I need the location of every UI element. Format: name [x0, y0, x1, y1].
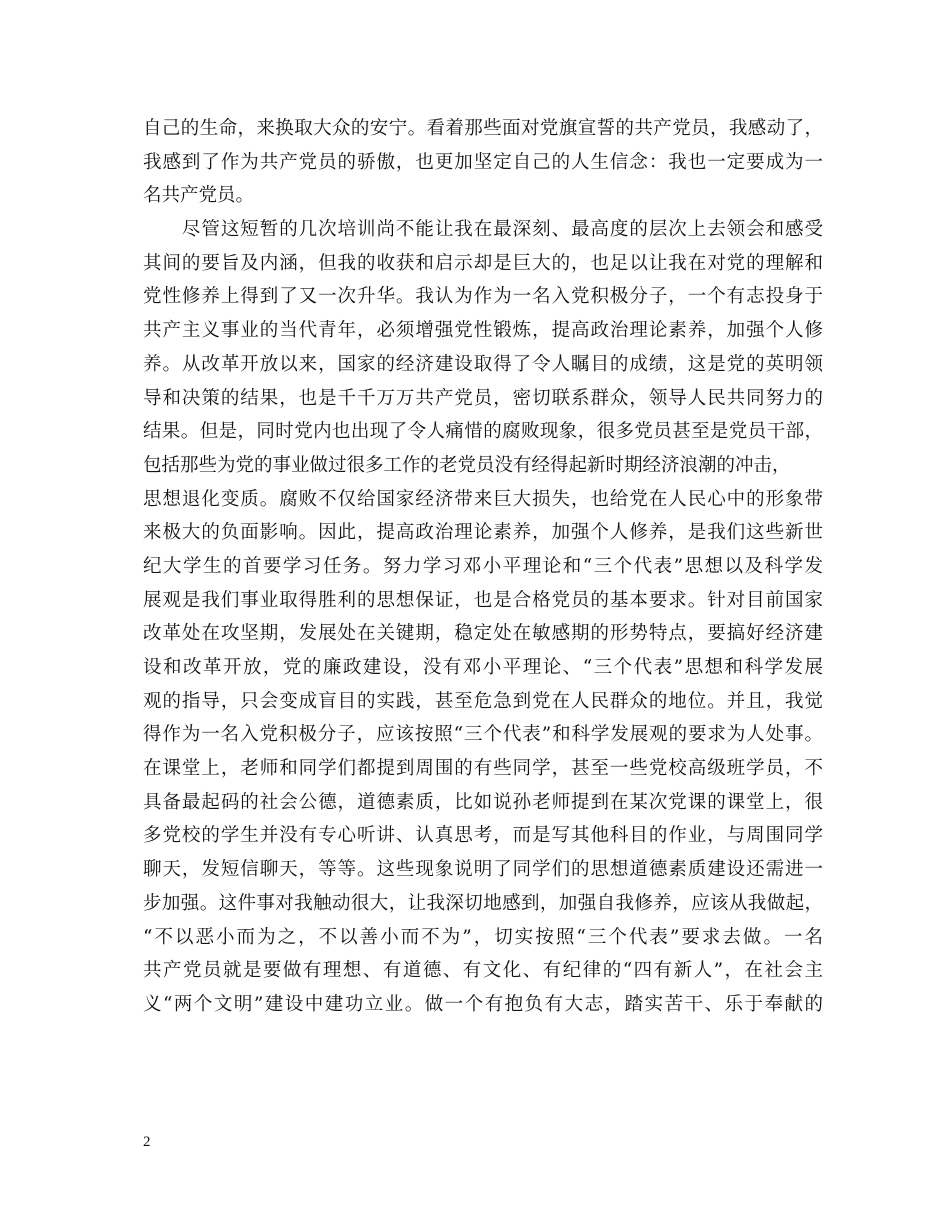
text-line: 养。从改革开放以来，国家的经济建设取得了令人瞩目的成绩，这是党的英明领: [143, 353, 823, 375]
text-line: 共产主义事业的当代青年，必须增强党性锻炼，提高政治理论素养，加强个人修: [143, 320, 823, 342]
text-line: 共产党员就是要做有理想、有道德、有文化、有纪律的“四有新人”，在社会主: [143, 960, 823, 982]
text-line: 结果。但是，同时党内也出现了令人痛惜的腐败现象，很多党员甚至是党员干部，: [143, 421, 823, 443]
text-line: 来极大的负面影响。因此，提高政治理论素养，加强个人修养，是我们这些新世: [143, 522, 823, 544]
text-line: “不以恶小而为之，不以善小而不为”，切实按照“三个代表”要求去做。一名: [143, 926, 823, 948]
text-line: 在课堂上，老师和同学们都提到周围的有些同学，甚至一些党校高级班学员，不: [143, 758, 823, 780]
text-line: 得作为一名入党积极分子，应该按照“三个代表”和科学发展观的要求为人处事。: [143, 724, 823, 746]
text-line: 改革处在攻坚期，发展处在关键期，稳定处在敏感期的形势特点，要搞好经济建: [143, 623, 823, 645]
text-line: 其间的要旨及内涵，但我的收获和启示却是巨大的，也足以让我在对党的理解和: [143, 252, 823, 274]
text-line: 观的指导，只会变成盲目的实践，甚至危急到党在人民群众的地位。并且，我觉: [143, 690, 823, 712]
text-line: 聊天，发短信聊天，等等。这些现象说明了同学们的思想道德素质建设还需进一: [143, 859, 823, 881]
text-line: 自己的生命，来换取大众的安宁。看着那些面对党旗宣誓的共产党员，我感动了，: [143, 118, 823, 139]
text-line: 多党校的学生并没有专心听讲、认真思考，而是写其他科目的作业，与周围同学: [143, 825, 823, 847]
text-line: 思想退化变质。腐败不仅给国家经济带来巨大损失，也给党在人民心中的形象带: [143, 488, 823, 510]
text-line: 步加强。这件事对我触动很大，让我深切地感到，加强自我修养，应该从我做起，: [143, 892, 823, 914]
text-line: 展观是我们事业取得胜利的思想保证，也是合格党员的基本要求。针对目前国家: [143, 589, 823, 611]
text-line: 导和决策的结果，也是千千万万共产党员，密切联系群众，领导人民共同努力的: [143, 387, 823, 409]
text-line: 我感到了作为共产党员的骄傲，也更加坚定自己的人生信念：我也一定要成为一: [143, 151, 823, 173]
text-line: 名共产党员。: [143, 185, 255, 207]
text-line: 党性修养上得到了又一次升华。我认为作为一名入党积极分子，一个有志投身于: [143, 286, 823, 308]
text-line: 尽管这短暂的几次培训尚不能让我在最深刻、最高度的层次上去领会和感受: [143, 219, 823, 241]
text-line: 包括那些为党的事业做过很多工作的老党员没有经得起新时期经济浪潮的冲击，: [143, 454, 791, 476]
body-text: [143, 112, 823, 1022]
text-line: 义“两个文明”建设中建功立业。做一个有抱负有大志，踏实苦干、乐于奉献的: [143, 993, 823, 1015]
text-line: 纪大学生的首要学习任务。努力学习邓小平理论和“三个代表”思想以及科学发: [143, 555, 823, 577]
text-line: 设和改革开放，党的廉政建设，没有邓小平理论、“三个代表”思想和科学发展: [143, 657, 823, 678]
text-line: 具备最起码的社会公德，道德素质，比如说孙老师提到在某次党课的课堂上，很: [143, 791, 823, 813]
page-number: 2: [143, 1134, 151, 1150]
